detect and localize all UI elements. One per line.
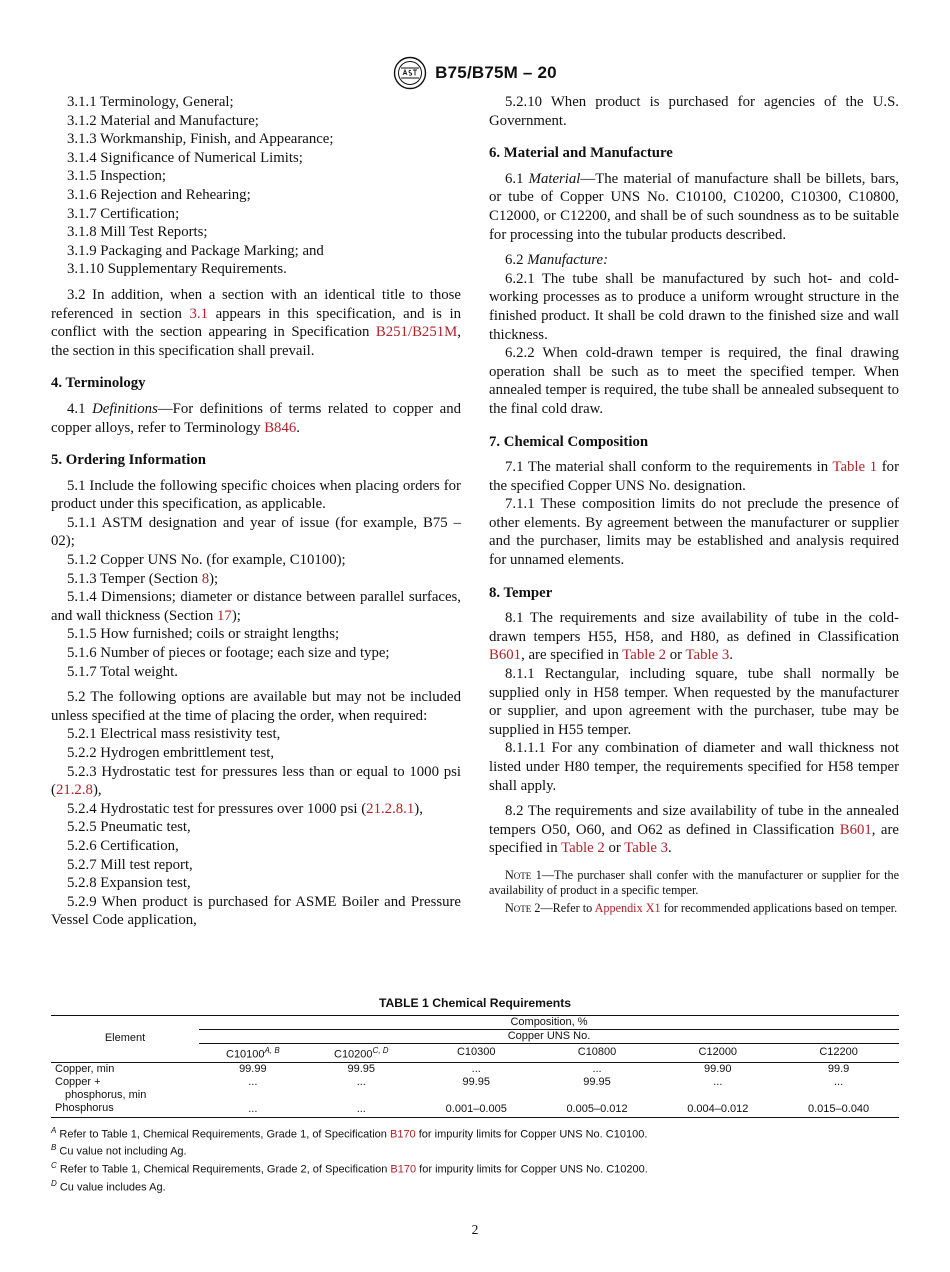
footnote	[51, 1141, 899, 1159]
text: ),	[414, 800, 423, 817]
note-label: Note 2	[505, 900, 541, 915]
text: C10100	[226, 1048, 265, 1061]
text: phosphorus, min	[65, 1088, 147, 1101]
footnote-mark: D	[51, 1178, 57, 1188]
text: 7.1 The material shall conform to the requirements in	[505, 459, 833, 476]
paragraph-6-2-2: 6.2.2 When cold-drawn temper is required, the final drawing operation shall be such as to meet the specified temper. When annealed temper is required, the tube shall be annealed subsequent to the final cold draw.	[489, 345, 899, 417]
text: for recommended applications based on temper.	[660, 900, 898, 915]
link-table-1[interactable]: Table 1	[832, 459, 878, 476]
column-header-uns-code	[307, 1044, 416, 1063]
text: for the specified Copper UNS No. designation.	[489, 459, 899, 494]
text: 5.1.3 Temper (Section	[67, 570, 202, 587]
link-appendix-x1[interactable]: Appendix X1	[594, 900, 661, 915]
text: —The material of manufacture shall be billets, bars, or tube of Copper UNS No. C10100, C10200, C10300, C10800, C12000, or C12200, and shall be of such soundness as to be suitable for processing into the tubular products described.	[489, 170, 899, 243]
text: —For definitions of terms related to copper and copper alloys, refer to Terminology	[51, 400, 461, 436]
text: .	[668, 840, 672, 857]
paragraph-7-1-1: 7.1.1 These composition limits do not preclude the presence of other elements. By agreement between the manufacturer or supplier and the purchaser, limits may be established and analysis required for unnamed elements.	[489, 496, 899, 569]
text: —Refer to	[540, 900, 595, 915]
footnote-mark: A	[51, 1125, 57, 1135]
table-row	[51, 1102, 899, 1118]
text-emphasis: Manufacture:	[527, 252, 609, 269]
paragraph-6-2	[489, 251, 899, 270]
table-cell: 99.95	[583, 1075, 611, 1088]
text: 5.2.4 Hydrostatic test for pressures over 1000 psi (	[67, 800, 367, 817]
left-column	[51, 93, 461, 930]
list-item: 3.1.1 Terminology, General;	[67, 94, 234, 110]
link-21-2-8-1[interactable]: 21.2.8.1	[366, 800, 415, 817]
text: 5.1.4 Dimensions; diameter or distance between parallel surfaces, and wall thickness (Section	[51, 589, 461, 624]
page-header	[0, 56, 950, 90]
table-cell: ...	[713, 1075, 723, 1088]
link-section-17[interactable]: 17	[217, 607, 232, 624]
paragraph-7-1	[489, 458, 899, 495]
document-id: B75/B75M – 20	[435, 63, 557, 82]
text: or	[666, 647, 686, 664]
heading-chemical-composition: 7. Chemical Composition	[489, 433, 649, 450]
paragraph-5-2-6: 5.2.6 Certification,	[67, 837, 179, 854]
note-2	[489, 901, 899, 917]
footnote-mark: B	[51, 1143, 57, 1153]
paragraph-8-2	[489, 802, 899, 858]
text: Copper +	[55, 1075, 101, 1088]
list-item: 3.1.6 Rejection and Rehearing;	[67, 186, 251, 203]
text: —The purchaser shall confer with the manufacturer or supplier for the availability of product in a specific temper.	[489, 867, 899, 898]
text: Refer to Table 1, Chemical Requirements, Grade 2, of Specification	[56, 1163, 391, 1176]
column-header-uns-code: C10300	[456, 1046, 496, 1059]
column-header-uns-code: C12200	[819, 1046, 858, 1059]
text: 8.2 The requirements and size availability of tube in the annealed tempers O50, O60, and O62 as defined in Classification	[489, 803, 899, 838]
chemical-requirements-table	[51, 1015, 899, 1118]
text: .	[296, 419, 300, 436]
text: Cu value includes Ag.	[56, 1181, 166, 1194]
text: 4.1	[67, 400, 93, 417]
table-cell: 99.95	[347, 1062, 376, 1075]
footnote-mark: C, D	[372, 1046, 389, 1055]
astm-logo-icon	[393, 56, 427, 90]
table-cell-element	[51, 1076, 199, 1102]
table-cell: 0.005–0.012	[566, 1102, 628, 1115]
paragraph-5-2-8: 5.2.8 Expansion test,	[67, 875, 191, 892]
text: .	[729, 647, 733, 664]
paragraph-5-2-9: 5.2.9 When product is purchased for ASME Boiler and Pressure Vessel Code application,	[51, 893, 461, 929]
footnote-mark: A, B	[264, 1046, 280, 1055]
link-21-2-8[interactable]: 21.2.8	[55, 782, 93, 799]
text-emphasis: Material	[528, 170, 581, 187]
link-table-2[interactable]: Table 2	[622, 647, 667, 664]
table-cell: 99.9	[827, 1062, 850, 1075]
paragraph-5-1-2: 5.1.2 Copper UNS No. (for example, C10100);	[67, 552, 346, 569]
table-cell: ...	[471, 1062, 481, 1075]
paragraph-5-1-1: 5.1.1 ASTM designation and year of issue (for example, B75 – 02);	[51, 514, 461, 550]
link-b170[interactable]: B170	[389, 1128, 416, 1141]
text: );	[209, 570, 219, 587]
paragraph-5-2-5: 5.2.5 Pneumatic test,	[67, 819, 191, 836]
column-header-uns-code: C12000	[698, 1046, 738, 1059]
link-b601[interactable]: B601	[839, 821, 872, 838]
footnote-mark: C	[51, 1160, 57, 1170]
link-b251[interactable]: B251/B251M	[375, 324, 458, 341]
paragraph-4-1	[51, 400, 461, 437]
section-3-1-list	[51, 93, 461, 279]
column-header-uns-code	[199, 1044, 307, 1063]
list-item: 3.1.10 Supplementary Requirements.	[67, 261, 287, 278]
text: or	[604, 840, 625, 857]
table-cell-element: Copper, min	[55, 1062, 115, 1075]
table-cell: ...	[356, 1075, 366, 1088]
table-1-section	[51, 996, 899, 1194]
table-cell-element: Phosphorus	[55, 1101, 114, 1114]
paragraph-5-1: 5.1 Include the following specific choices when placing orders for product under this specification, as applicable.	[51, 477, 461, 513]
paragraph-6-1	[489, 170, 899, 244]
text: for impurity limits for Copper UNS No. C10100.	[415, 1128, 648, 1141]
paragraph-5-2-1: 5.2.1 Electrical mass resistivity test,	[67, 726, 281, 743]
text: , are specified in	[489, 821, 899, 857]
column-header-element: Element	[51, 1016, 199, 1063]
text: 6.2	[505, 252, 528, 269]
page-number: 2	[471, 1222, 479, 1237]
list-item: 3.1.8 Mill Test Reports;	[67, 224, 208, 241]
table-cell: ...	[834, 1075, 844, 1088]
table-title: TABLE 1 Chemical Requirements	[378, 996, 572, 1010]
footnote	[51, 1124, 899, 1142]
paragraph-8-1-1: 8.1.1 Rectangular, including square, tube shall normally be supplied only in H58 temper. When requested by the manufacturer or supplier, and upon agreement with the purchaser, tube may be supplied in H55 temper.	[489, 666, 899, 738]
column-header-uns-code: C10800	[577, 1046, 617, 1059]
list-item: 3.1.9 Packaging and Package Marking; and	[67, 242, 324, 259]
paragraph-5-1-3	[51, 570, 461, 589]
link-section-8[interactable]: 8	[201, 570, 210, 587]
note-1	[489, 868, 899, 899]
table-footnotes	[51, 1124, 899, 1195]
table-cell: ...	[592, 1062, 602, 1075]
table-cell: 0.001–0.005	[445, 1102, 507, 1115]
link-section-3-1[interactable]: 3.1	[189, 305, 209, 322]
list-item: 3.1.7 Certification;	[67, 205, 180, 222]
list-item: 3.1.5 Inspection;	[67, 168, 167, 185]
table-cell: 99.95	[462, 1075, 491, 1088]
table-cell: ...	[248, 1102, 258, 1115]
text: ),	[92, 782, 102, 799]
paragraph-5-1-6: 5.1.6 Number of pieces or footage; each size and type;	[67, 645, 390, 662]
paragraph-8-1	[489, 609, 899, 665]
footnote	[51, 1159, 899, 1177]
text: Cu value not including Ag.	[56, 1145, 187, 1158]
paragraph-5-1-4	[51, 588, 461, 625]
text: 8.1 The requirements and size availability of tube in the cold-drawn tempers H55, H58, and H80, as defined in Classification	[489, 610, 899, 645]
text: , are specified in	[521, 647, 623, 664]
link-b170[interactable]: B170	[390, 1163, 417, 1176]
table-cell: 99.99	[239, 1062, 267, 1075]
text: appears in this specification, and is in conflict with the section appearing in Specification	[51, 305, 462, 341]
paragraph-6-2-1: 6.2.1 The tube shall be manufactured by such hot- and cold-working processes as to produce a uniform wrought structure in the finished product. It shall be cold drawn to the finished size and wall thickness.	[489, 270, 899, 343]
paragraph-5-1-5: 5.1.5 How furnished; coils or straight lengths;	[67, 626, 340, 643]
paragraph-5-2-3	[51, 763, 461, 800]
table-cell: ...	[356, 1102, 366, 1115]
note-label: Note 1	[505, 867, 542, 882]
text: C10200	[334, 1048, 373, 1061]
text: 5.2.3 Hydrostatic test for pressures less than or equal to 1000 psi (	[51, 763, 461, 799]
table-row	[51, 1076, 899, 1102]
paragraph-5-2-4	[51, 800, 461, 819]
right-column	[489, 93, 899, 916]
paragraph-5-2-2: 5.2.2 Hydrogen embrittlement test,	[67, 745, 275, 761]
list-item: 3.1.3 Workmanship, Finish, and Appearance;	[67, 131, 334, 148]
footnote	[51, 1177, 899, 1195]
heading-ordering-information: 5. Ordering Information	[51, 452, 206, 469]
table-cell: 99.90	[704, 1062, 732, 1075]
list-item: 3.1.2 Material and Manufacture;	[67, 112, 259, 129]
table-cell: 0.004–0.012	[687, 1102, 749, 1115]
paragraph-3-2	[51, 286, 461, 360]
text: 6.1	[505, 170, 529, 187]
column-header-composition: Composition, %	[199, 1016, 899, 1030]
text-emphasis: Definitions	[92, 400, 158, 417]
text: for impurity limits for Copper UNS No. C10200.	[416, 1163, 648, 1176]
paragraph-5-2: 5.2 The following options are available but may not be included unless specified at the time of placing the order, when required:	[51, 689, 461, 724]
text: );	[231, 607, 241, 624]
heading-temper: 8. Temper	[489, 584, 553, 601]
heading-terminology: 4. Terminology	[51, 375, 146, 392]
link-b601[interactable]: B601	[489, 647, 522, 664]
link-table-2[interactable]: Table 2	[561, 840, 605, 857]
heading-material-and-manufacture: 6. Material and Manufacture	[489, 145, 673, 162]
paragraph-5-2-7: 5.2.7 Mill test report,	[67, 856, 193, 873]
table-row	[51, 1062, 899, 1076]
text: 3.2 In addition, when a section with an identical title to those referenced in section	[51, 286, 461, 322]
text: Refer to Table 1, Chemical Requirements, Grade 1, of Specification	[56, 1128, 390, 1141]
link-b846[interactable]: B846	[264, 419, 297, 436]
table-cell: 0.015–0.040	[808, 1102, 870, 1115]
paragraph-5-1-7: 5.1.7 Total weight.	[67, 663, 178, 680]
column-header-uns: Copper UNS No.	[199, 1030, 899, 1044]
link-table-3[interactable]: Table 3	[624, 840, 669, 857]
table-cell: ...	[248, 1075, 258, 1088]
paragraph-5-2-10: 5.2.10 When product is purchased for agencies of the U.S. Government.	[489, 94, 899, 129]
link-table-3[interactable]: Table 3	[685, 647, 730, 664]
list-item: 3.1.4 Significance of Numerical Limits;	[67, 149, 303, 166]
text: , the section in this specification shall prevail.	[51, 324, 461, 359]
paragraph-8-1-1-1: 8.1.1.1 For any combination of diameter and wall thickness not listed under H80 temper, the requirements specified for H58 temper shall apply.	[489, 740, 899, 794]
